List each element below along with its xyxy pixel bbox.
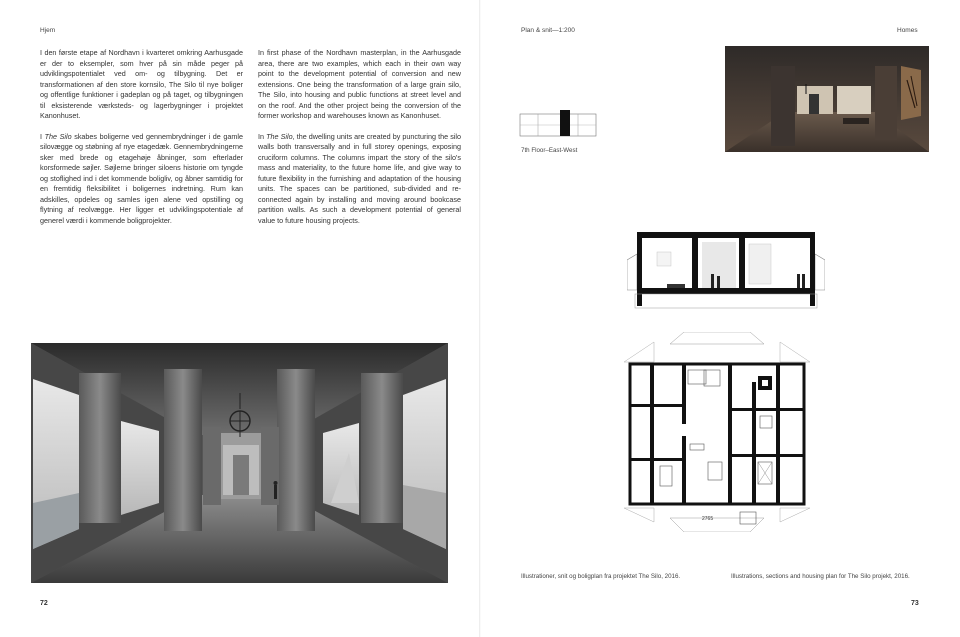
key-plan-drawing: [518, 108, 598, 140]
key-plan-caption: 7th Floor–East-West: [521, 147, 578, 154]
running-head-plan: Plan & snit—1:200: [521, 27, 575, 34]
english-paragraph-1: In first phase of the Nordhavn masterplan, in the Aarhusgade area, there are two examples, which each in their own way point to the development potential of conversion and new extensions. One being the transformation of a large grain silo, The Silo, into housing and public functions at street level and on the roof. And the other project being the conversion of the former workshop and warehouses known as Kanonhuset.: [258, 48, 461, 120]
danish-paragraph-1: I den første etape af Nordhavn i kvarteret omkring Aarhusgade er der to eksempler, som hver på sin måde peger på udviklingspotentialet ved om- og tilbygning. Det er transformationen af den store kornsilo, The Silo til nye boliger og offentlige funktioner i gadeplan og på taget, og tilbygningen til eksisterende værksteds- og lagerbygninger i projektet Kanonhuset.: [40, 48, 243, 120]
danish-paragraph-2: I The Silo skabes boligerne ved gennembrydninger i de gamle silovægge og støbning af nye etagedæk. Gennembrydningerne sker med brede og etagehøje åbninger, som efterlader korsformede søjler. Søjlerne bringer siloens historie om tyngde og stoflighed ind i det kommende boligliv, og åbner samtidig for en fremtidig fleksibilitet i boligernes indretning. Rum kan adskilles, opdeles og samles igen alene ved opstilling og flytning af reolvægge. Her ligger et udviklingspotentiale af generel værdi i kommende boligprojekter.: [40, 131, 244, 225]
building-section-drawing: [627, 230, 825, 310]
page-number-left: 72: [40, 600, 48, 607]
housing-floor-plan: [624, 332, 810, 532]
silo-interior-photo: [31, 343, 448, 583]
danish-text-column: [40, 48, 243, 236]
page-gutter: [479, 0, 481, 637]
plan-dimension-label: 2765: [702, 516, 714, 522]
page-number-right: 73: [911, 600, 919, 607]
english-text-column: [258, 48, 461, 236]
running-head-homes: Homes: [897, 27, 918, 34]
apartment-interior-render: [725, 46, 929, 152]
running-head-left-page: Hjem: [40, 27, 56, 34]
caption-english: Illustrations, sections and housing plan for The Silo projekt, 2016.: [731, 573, 910, 580]
english-paragraph-2: In The Silo, the dwelling units are created by puncturing the silo walls both transversally and in full storey openings, exposing cruciform columns. The columns impart the story of the silo's mass and materiality, to the future home life, and give way to future flexibility in the furnishing and adaptation of the housing units. The spaces can be partitioned, sub-divided and re-connected again by installing and moving around bookcase partition walls. As such a development potential of general value to future housing projects.: [258, 131, 461, 225]
caption-danish: Illustrationer, snit og boligplan fra projektet The Silo, 2016.: [521, 573, 681, 580]
